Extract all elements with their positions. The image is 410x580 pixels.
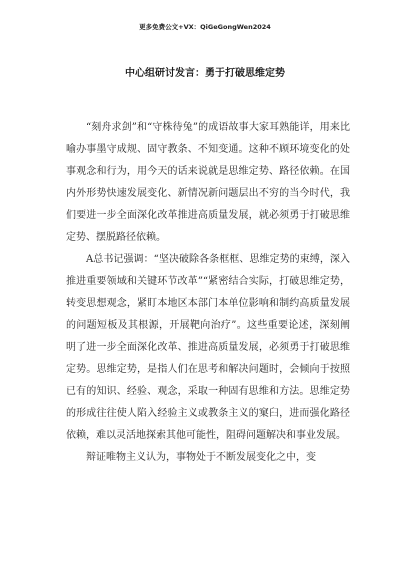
document-body xyxy=(66,117,350,469)
body-paragraph-2: A总书记强调：“坚决破除各条框框、思维定势的束缚，深入推进重要领域和关键环节改革”“紧密结合实际，打破思维定势，转变思想观念，紧盯本地区本部门本单位影响和制约高质量发展的问题短板及其根源，开展靶向治疗”。这些重要论述，深刻阐明了进一步全面深化改革、推进高质量发展，必须勇于打破思维定势。思维定势，是指人们在思考和解决问题时，会倾向于按照已有的知识、经验、观念，采取一种固有思维和方法。思维定势的形成往往使人陷入经验主义或教条主义的窠臼，进而强化路径依赖，难以灵活地探索其他可能性，阻碍问题解决和事业发展。 xyxy=(66,254,350,441)
document-title: 中心组研讨发言：勇于打破思维定势 xyxy=(125,68,285,79)
body-paragraph-1: “刻舟求剑”和“守株待兔”的成语故事大家耳熟能详，用来比喻办事墨守成规、固守教条、不知变通。这种不顾环境变化的处事观念和行为，用今天的话来说就是思维定势、路径依赖。在国内外形势快速发展变化、新情况新问题层出不穷的当今时代，我们要进一步全面深化改革推进高质量发展，就必须勇于打破思维定势、摆脱路径依赖。 xyxy=(66,122,350,243)
header-note: 更多免费公文+VX：QiGeGongWen2024 xyxy=(139,23,271,31)
body-paragraph-3: 辩证唯物主义认为，事物处于不断发展变化之中，变 xyxy=(86,452,316,463)
